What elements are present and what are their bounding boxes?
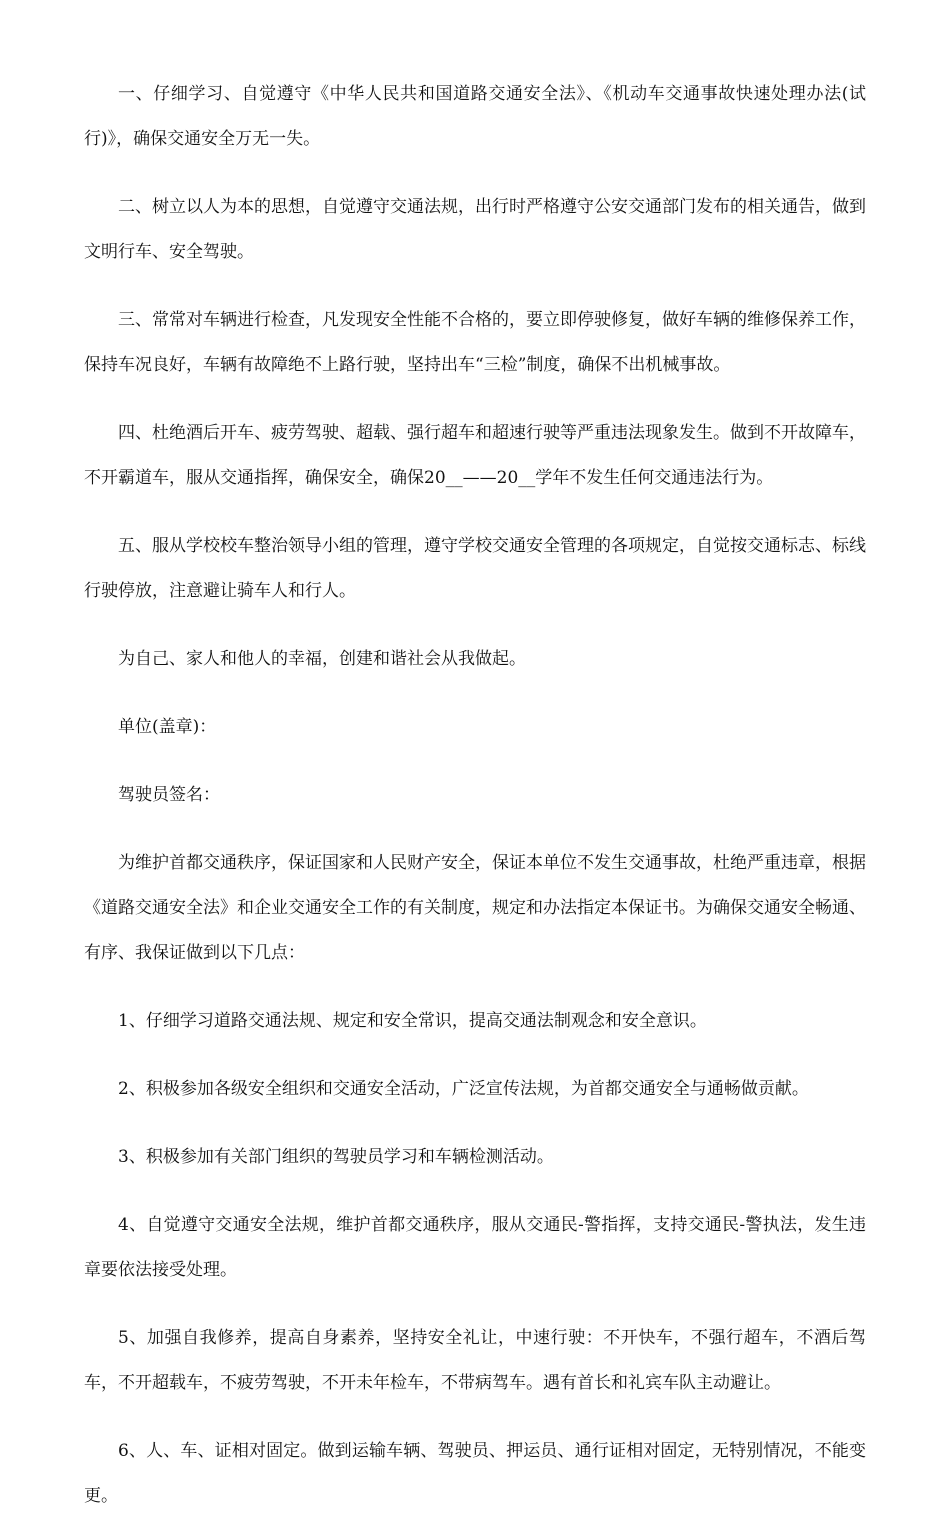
driver-signature-field: 驾驶员签名： (118, 785, 220, 805)
unit-seal-field: 单位(盖章)： (118, 717, 217, 737)
paragraph-closing-slogan: 为自己、家人和他人的幸福，创建和谐社会从我做起。 (118, 649, 526, 669)
paragraph-pledge-item-3: 三、常常对车辆进行检查，凡发现安全性能不合格的，要立即停驶修复，做好车辆的维修保养工作，保持车况良好，车辆有故障绝不上路行驶，坚持出车“三检”制度，确保不出机械事故。 (84, 310, 866, 375)
paragraph-pledge-item-2: 二、树立以人为本的思想，自觉遵守交通法规，出行时严格遵守公安交通部门发布的相关通告，做到文明行车、安全驾驶。 (84, 197, 866, 262)
paragraph-guarantee-item-2: 2、积极参加各级安全组织和交通安全活动，广泛宣传法规，为首都交通安全与通畅做贡献。 (118, 1079, 809, 1099)
paragraph-guarantee-item-3: 3、积极参加有关部门组织的驾驶员学习和车辆检测活动。 (118, 1147, 554, 1167)
paragraph-guarantee-item-6: 6、人、车、证相对固定。做到运输车辆、驾驶员、押运员、通行证相对固定，无特别情况，不能变更。 (84, 1441, 866, 1506)
paragraph-pledge-item-5: 五、服从学校校车整治领导小组的管理，遵守学校交通安全管理的各项规定，自觉按交通标志、标线行驶停放，注意避让骑车人和行人。 (84, 536, 866, 601)
paragraph-pledge-item-4: 四、杜绝酒后开车、疲劳驾驶、超载、强行超车和超速行驶等严重违法现象发生。做到不开故障车，不开霸道车，服从交通指挥，确保安全，确保20__——20__学年不发生任何交通违法行为。 (84, 423, 866, 488)
paragraph-guarantee-intro: 为维护首都交通秩序，保证国家和人民财产安全，保证本单位不发生交通事故，杜绝严重违章，根据《道路交通安全法》和企业交通安全工作的有关制度，规定和办法指定本保证书。为确保交通安全畅通、有序、我保证做到以下几点： (84, 853, 866, 963)
paragraph-pledge-item-1: 一、仔细学习、自觉遵守《中华人民共和国道路交通安全法》、《机动车交通事故快速处理办法(试行)》，确保交通安全万无一失。 (84, 84, 866, 149)
paragraph-guarantee-item-1: 1、仔细学习道路交通法规、规定和安全常识，提高交通法制观念和安全意识。 (118, 1011, 707, 1031)
paragraph-guarantee-item-5: 5、加强自我修养，提高自身素养，坚持安全礼让，中速行驶：不开快车，不强行超车，不酒后驾车，不开超载车，不疲劳驾驶，不开未年检车，不带病驾车。遇有首长和礼宾车队主动避让。 (84, 1328, 866, 1393)
paragraph-guarantee-item-4: 4、自觉遵守交通安全法规，维护首都交通秩序，服从交通民-警指挥，支持交通民-警执法，发生违章要依法接受处理。 (84, 1215, 866, 1280)
